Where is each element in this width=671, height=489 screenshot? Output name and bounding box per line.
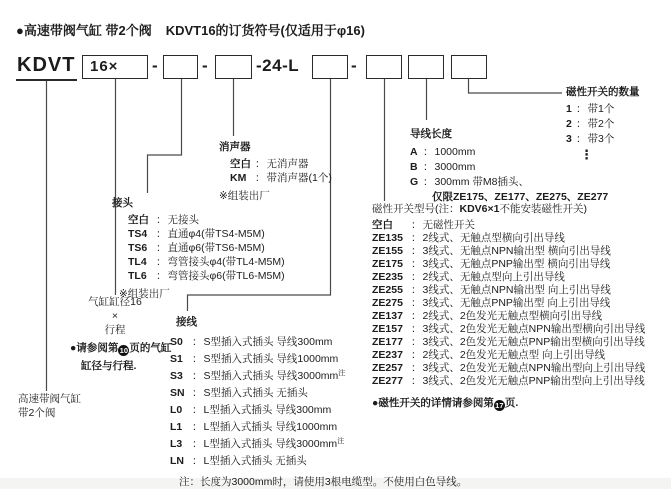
code-mid: -24-L bbox=[256, 56, 300, 75]
option-row: G ：300mm 带M8插头、 bbox=[410, 176, 530, 188]
option-row: ZE157 ：3线式、2色发光无触点NPN输出型横向引出导线 bbox=[372, 323, 646, 335]
option-row: L0 ：L型插入式插头 导线300mm bbox=[170, 404, 332, 416]
code-hyphen-1: - bbox=[152, 56, 158, 75]
option-row: ZE177 ：3线式、2色发光无触点PNP输出型横向引出导线 bbox=[372, 336, 645, 348]
cable-note: 注：长度为3000mm时，请使用3根电缆型。不使用白色导线。 bbox=[179, 476, 468, 488]
option-row: KM ：带消声器(1个) bbox=[230, 172, 332, 184]
code-box-fitting bbox=[163, 55, 198, 79]
code-box-lead-length bbox=[408, 55, 444, 79]
page-title bbox=[16, 20, 365, 39]
connector-fitting bbox=[148, 79, 182, 193]
switch-detail-note: ●磁性开关的详情请参阅第17页. bbox=[372, 397, 519, 410]
page-title-product: ●高速带阀气缸 带2个阀 bbox=[16, 23, 152, 38]
assembly-note: ※组装出厂 bbox=[119, 288, 170, 300]
stroke-label: 行程 bbox=[104, 324, 126, 336]
section-title: 磁性开关的数量 bbox=[566, 86, 640, 98]
multiply-sign: × bbox=[111, 310, 119, 322]
assembly-note: ※组装出厂 bbox=[219, 190, 270, 202]
product-name-line2: 带2个阀 bbox=[18, 407, 56, 419]
option-row: L1 ：L型插入式插头 导线1000mm bbox=[170, 421, 338, 433]
page-title-code: KDVT16的订货符号(仅适用于φ16) bbox=[165, 23, 365, 38]
option-row: TS6 ：直通φ6(带TS6-M5M) bbox=[128, 242, 265, 254]
option-row: 空白 ：无接头 bbox=[128, 214, 199, 226]
option-row: ZE237 ：2线式、2色发光无触点型 向上引出导线 bbox=[372, 349, 606, 361]
code-box-bore-text: 16× bbox=[90, 58, 119, 75]
connector-switch-quantity bbox=[469, 79, 563, 93]
section-title: 接线 bbox=[176, 316, 197, 328]
code-hyphen-2: - bbox=[202, 56, 208, 75]
option-row: ZE275 ：3线式、无触点PNP输出型 向上引出导线 bbox=[372, 297, 611, 309]
section-lead-length bbox=[410, 126, 608, 203]
code-box-muffler bbox=[215, 55, 252, 79]
section-title: 导线长度 bbox=[410, 128, 452, 140]
option-row: ZE257 ：3线式、2色发光无触点NPN输出型向上引出导线 bbox=[372, 362, 646, 374]
option-row: ZE235 ：2线式、无触点型向上引出导线 bbox=[372, 271, 565, 283]
code-box-switch-quantity bbox=[451, 55, 487, 79]
code-prefix: KDVT bbox=[16, 54, 77, 81]
section-muffler bbox=[219, 139, 332, 203]
option-row: S1 ：S型插入式插头 导线1000mm bbox=[170, 353, 339, 365]
section-title: 消声器 bbox=[219, 141, 251, 153]
option-row: S3 ：S型插入式插头 导线3000mm$^注$ bbox=[170, 370, 346, 382]
option-row: LN ：L型插入式插头 无插头 bbox=[170, 455, 307, 467]
circled-page-number: 17 bbox=[495, 400, 504, 410]
option-row: ZE137 ：2线式、2色发光无触点型横向引出导线 bbox=[372, 310, 603, 322]
option-row: B ：3000mm bbox=[410, 161, 476, 173]
option-row: TL6 ：弯管接头φ6(带TL6-M5M) bbox=[128, 270, 285, 282]
option-row: TL4 ：弯管接头φ4(带TL4-M5M) bbox=[128, 256, 285, 268]
option-row: 1 ：带1个 bbox=[566, 103, 615, 115]
code-hyphen-3: - bbox=[351, 56, 357, 75]
ellipsis: ⋮ bbox=[580, 147, 593, 162]
product-name-line1: 高速带阀气缸 bbox=[18, 393, 81, 405]
section-title: 磁性开关型号(注：KDV6×1不能安装磁性开关) bbox=[372, 203, 587, 215]
option-row: TS4 ：直通φ4(带TS4-M5M) bbox=[128, 228, 265, 240]
option-row: S0 ：S型插入式插头 导线300mm bbox=[170, 336, 333, 348]
bore-page-note-line2: 缸径与行程. bbox=[81, 359, 137, 372]
bore-label: 气缸缸径16 bbox=[88, 296, 142, 308]
section-title: 接头 bbox=[112, 197, 133, 209]
option-row: SN ：S型插入式插头 无插头 bbox=[170, 387, 308, 399]
option-row: ZE135 ：2线式、无触点型横向引出导线 bbox=[372, 232, 565, 244]
code-box-wiring bbox=[312, 55, 348, 79]
section-wiring bbox=[170, 314, 467, 489]
option-row: 3 ：带3个 bbox=[566, 133, 615, 145]
option-row: L3 ：L型插入式插头 导线3000mm$^注$ bbox=[170, 438, 345, 450]
circled-page-number: 10 bbox=[119, 345, 129, 355]
bore-page-note: ●请参阅第10页的气缸 bbox=[70, 342, 172, 355]
option-row: ZE255 ：3线式、无触点NPN输出型 向上引出导线 bbox=[372, 284, 611, 296]
option-row: 空白 ：无磁性开关 bbox=[372, 219, 475, 231]
option-row: ZE277 ：3线式、2色发光无触点PNP输出型向上引出导线 bbox=[372, 375, 645, 387]
code-box-bore bbox=[82, 55, 148, 79]
option-row: A ：1000mm bbox=[410, 146, 476, 158]
code-box-switch-model bbox=[366, 55, 402, 79]
option-row: 空白 ：无消声器 bbox=[230, 158, 309, 170]
option-row-extra: 仅限ZE175、ZE177、ZE275、ZE277 bbox=[432, 191, 609, 203]
section-bore-stroke bbox=[70, 297, 200, 373]
section-product bbox=[18, 394, 81, 419]
option-row: ZE155 ：3线式、无触点NPN输出型 横向引出导线 bbox=[372, 245, 611, 257]
option-row: ZE175 ：3线式、无触点PNP输出型 横向引出导线 bbox=[372, 258, 611, 270]
option-row: 2 ：带2个 bbox=[566, 118, 615, 130]
section-fitting bbox=[112, 195, 285, 301]
